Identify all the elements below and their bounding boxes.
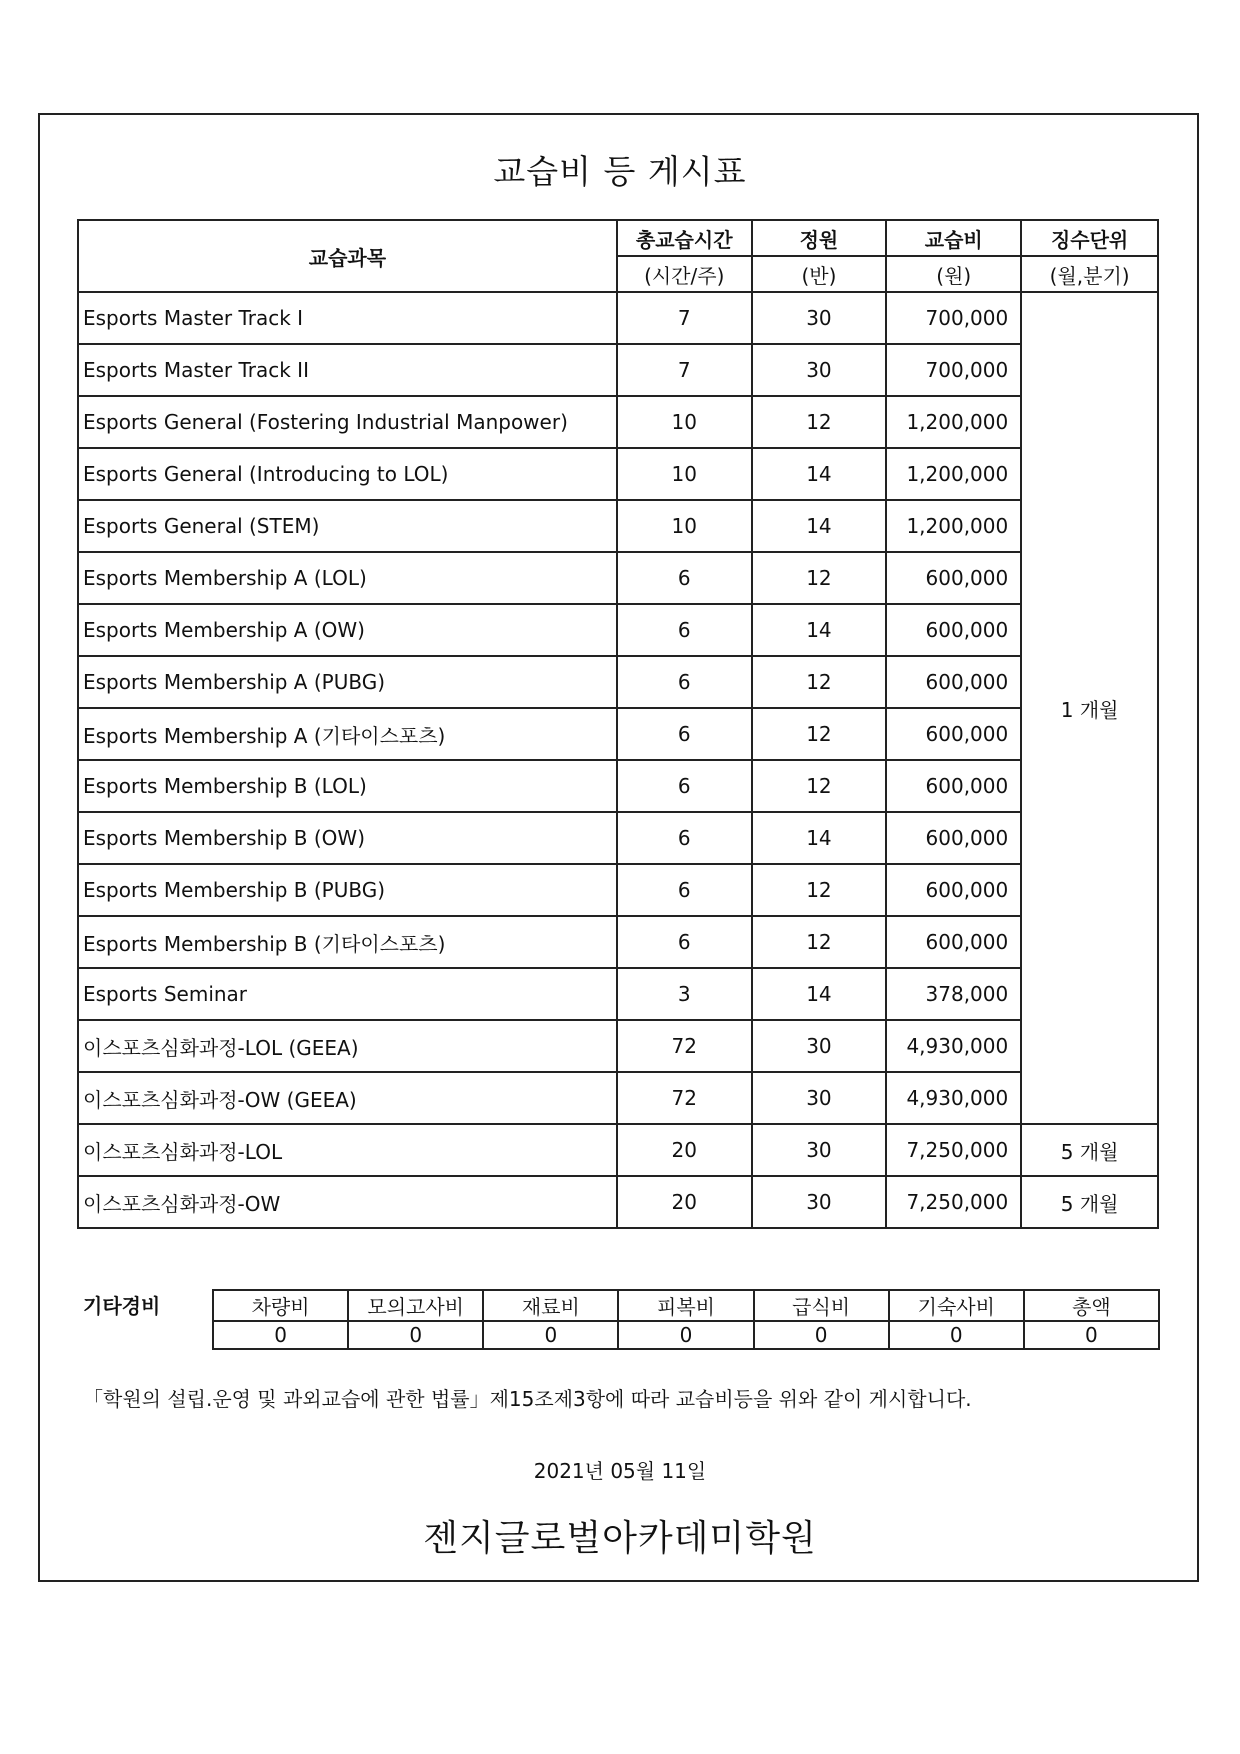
misc-value-materials: 0 <box>483 1321 618 1349</box>
hours-cell: 20 <box>617 1176 752 1228</box>
hours-cell: 6 <box>617 760 752 812</box>
fee-cell: 600,000 <box>886 552 1021 604</box>
table-row <box>78 708 1158 760</box>
subject-cell: Esports General (STEM) <box>78 500 617 552</box>
subject-cell: Esports Membership A (PUBG) <box>78 656 617 708</box>
hours-cell: 7 <box>617 344 752 396</box>
hours-cell: 7 <box>617 292 752 344</box>
header-period-unit: (월,분기) <box>1021 256 1158 292</box>
capacity-cell: 14 <box>752 604 887 656</box>
subject-cell: 이스포츠심화과정-LOL (GEEA) <box>78 1020 617 1072</box>
period-cell: 5 개월 <box>1021 1124 1158 1176</box>
misc-header-mock-exam: 모의고사비 <box>348 1290 483 1321</box>
period-cell: 5 개월 <box>1021 1176 1158 1228</box>
academy-name: 젠지글로벌아카데미학원 <box>423 1518 817 1559</box>
subject-cell: Esports Seminar <box>78 968 617 1020</box>
fee-cell: 1,200,000 <box>886 500 1021 552</box>
fee-cell: 7,250,000 <box>886 1176 1021 1228</box>
posting-date: 2021년 05월 11일 <box>533 1459 707 1483</box>
capacity-cell: 14 <box>752 448 887 500</box>
table-row <box>78 396 1158 448</box>
hours-cell: 6 <box>617 552 752 604</box>
misc-value-mock-exam: 0 <box>348 1321 483 1349</box>
table-row <box>78 292 1158 344</box>
table-row <box>78 864 1158 916</box>
fee-cell: 700,000 <box>886 344 1021 396</box>
header-capacity: 정원 <box>752 220 887 256</box>
subject-cell: Esports Membership B (기타이스포츠) <box>78 916 617 968</box>
fee-cell: 600,000 <box>886 760 1021 812</box>
misc-value-meals: 0 <box>754 1321 889 1349</box>
header-fee: 교습비 <box>886 220 1021 256</box>
capacity-cell: 12 <box>752 760 887 812</box>
misc-header-row <box>213 1290 1159 1321</box>
hours-cell: 6 <box>617 864 752 916</box>
table-row <box>78 760 1158 812</box>
fee-cell: 600,000 <box>886 864 1021 916</box>
fee-cell: 378,000 <box>886 968 1021 1020</box>
capacity-cell: 30 <box>752 292 887 344</box>
misc-expenses-label: 기타경비 <box>83 1294 161 1318</box>
hours-cell: 6 <box>617 656 752 708</box>
capacity-cell: 14 <box>752 812 887 864</box>
misc-expenses-table <box>212 1289 1160 1350</box>
header-capacity-unit: (반) <box>752 256 887 292</box>
header-fee-unit: (원) <box>886 256 1021 292</box>
capacity-cell: 12 <box>752 864 887 916</box>
hours-cell: 72 <box>617 1020 752 1072</box>
subject-cell: Esports Membership A (OW) <box>78 604 617 656</box>
misc-header-meals: 급식비 <box>754 1290 889 1321</box>
misc-value-total: 0 <box>1024 1321 1159 1349</box>
fee-cell: 1,200,000 <box>886 396 1021 448</box>
fee-cell: 600,000 <box>886 708 1021 760</box>
subject-cell: Esports Master Track II <box>78 344 617 396</box>
header-period: 징수단위 <box>1021 220 1158 256</box>
table-row <box>78 968 1158 1020</box>
subject-cell: Esports General (Introducing to LOL) <box>78 448 617 500</box>
table-row <box>78 812 1158 864</box>
misc-header-materials: 재료비 <box>483 1290 618 1321</box>
table-row <box>78 656 1158 708</box>
subject-cell: Esports Membership B (PUBG) <box>78 864 617 916</box>
hours-cell: 10 <box>617 500 752 552</box>
hours-cell: 6 <box>617 812 752 864</box>
subject-cell: 이스포츠심화과정-OW (GEEA) <box>78 1072 617 1124</box>
fee-cell: 4,930,000 <box>886 1072 1021 1124</box>
subject-cell: 이스포츠심화과정-LOL <box>78 1124 617 1176</box>
hours-cell: 3 <box>617 968 752 1020</box>
misc-header-total: 총액 <box>1024 1290 1159 1321</box>
misc-value-vehicle: 0 <box>213 1321 348 1349</box>
misc-value-clothing: 0 <box>618 1321 753 1349</box>
header-subject: 교습과목 <box>78 220 617 292</box>
table-row <box>78 916 1158 968</box>
subject-cell: Esports General (Fostering Industrial Manpower) <box>78 396 617 448</box>
misc-header-vehicle: 차량비 <box>213 1290 348 1321</box>
subject-cell: Esports Membership B (OW) <box>78 812 617 864</box>
fee-table <box>77 219 1159 1229</box>
misc-value-row <box>213 1321 1159 1349</box>
page-title: 교습비 등 게시표 <box>493 152 747 191</box>
misc-value-dormitory: 0 <box>889 1321 1024 1349</box>
hours-cell: 6 <box>617 708 752 760</box>
fee-cell: 7,250,000 <box>886 1124 1021 1176</box>
misc-header-clothing: 피복비 <box>618 1290 753 1321</box>
table-row <box>78 604 1158 656</box>
capacity-cell: 12 <box>752 656 887 708</box>
fee-cell: 700,000 <box>886 292 1021 344</box>
fee-cell: 600,000 <box>886 656 1021 708</box>
fee-cell: 600,000 <box>886 916 1021 968</box>
capacity-cell: 12 <box>752 708 887 760</box>
table-row <box>78 1072 1158 1124</box>
capacity-cell: 14 <box>752 500 887 552</box>
capacity-cell: 30 <box>752 344 887 396</box>
capacity-cell: 12 <box>752 916 887 968</box>
table-row <box>78 344 1158 396</box>
period-merged-cell: 1 개월 <box>1021 292 1158 1124</box>
table-row <box>78 500 1158 552</box>
fee-cell: 1,200,000 <box>886 448 1021 500</box>
hours-cell: 72 <box>617 1072 752 1124</box>
table-row <box>78 1020 1158 1072</box>
subject-cell: 이스포츠심화과정-OW <box>78 1176 617 1228</box>
capacity-cell: 12 <box>752 552 887 604</box>
subject-cell: Esports Master Track I <box>78 292 617 344</box>
legal-notice: 「학원의 설립.운영 및 과외교습에 관한 법률」제15조제3항에 따라 교습비등을 위와 같이 게시합니다. <box>83 1387 972 1411</box>
capacity-cell: 30 <box>752 1124 887 1176</box>
fee-cell: 4,930,000 <box>886 1020 1021 1072</box>
header-hours: 총교습시간 <box>617 220 752 256</box>
subject-cell: Esports Membership B (LOL) <box>78 760 617 812</box>
table-row <box>78 1124 1158 1176</box>
table-row <box>78 448 1158 500</box>
misc-header-dormitory: 기숙사비 <box>889 1290 1024 1321</box>
capacity-cell: 30 <box>752 1072 887 1124</box>
hours-cell: 10 <box>617 448 752 500</box>
capacity-cell: 12 <box>752 396 887 448</box>
header-hours-unit: (시간/주) <box>617 256 752 292</box>
fee-cell: 600,000 <box>886 812 1021 864</box>
hours-cell: 20 <box>617 1124 752 1176</box>
hours-cell: 6 <box>617 604 752 656</box>
hours-cell: 10 <box>617 396 752 448</box>
table-row <box>78 552 1158 604</box>
subject-cell: Esports Membership A (LOL) <box>78 552 617 604</box>
capacity-cell: 14 <box>752 968 887 1020</box>
subject-cell: Esports Membership A (기타이스포츠) <box>78 708 617 760</box>
fee-cell: 600,000 <box>886 604 1021 656</box>
capacity-cell: 30 <box>752 1020 887 1072</box>
table-row <box>78 1176 1158 1228</box>
capacity-cell: 30 <box>752 1176 887 1228</box>
hours-cell: 6 <box>617 916 752 968</box>
